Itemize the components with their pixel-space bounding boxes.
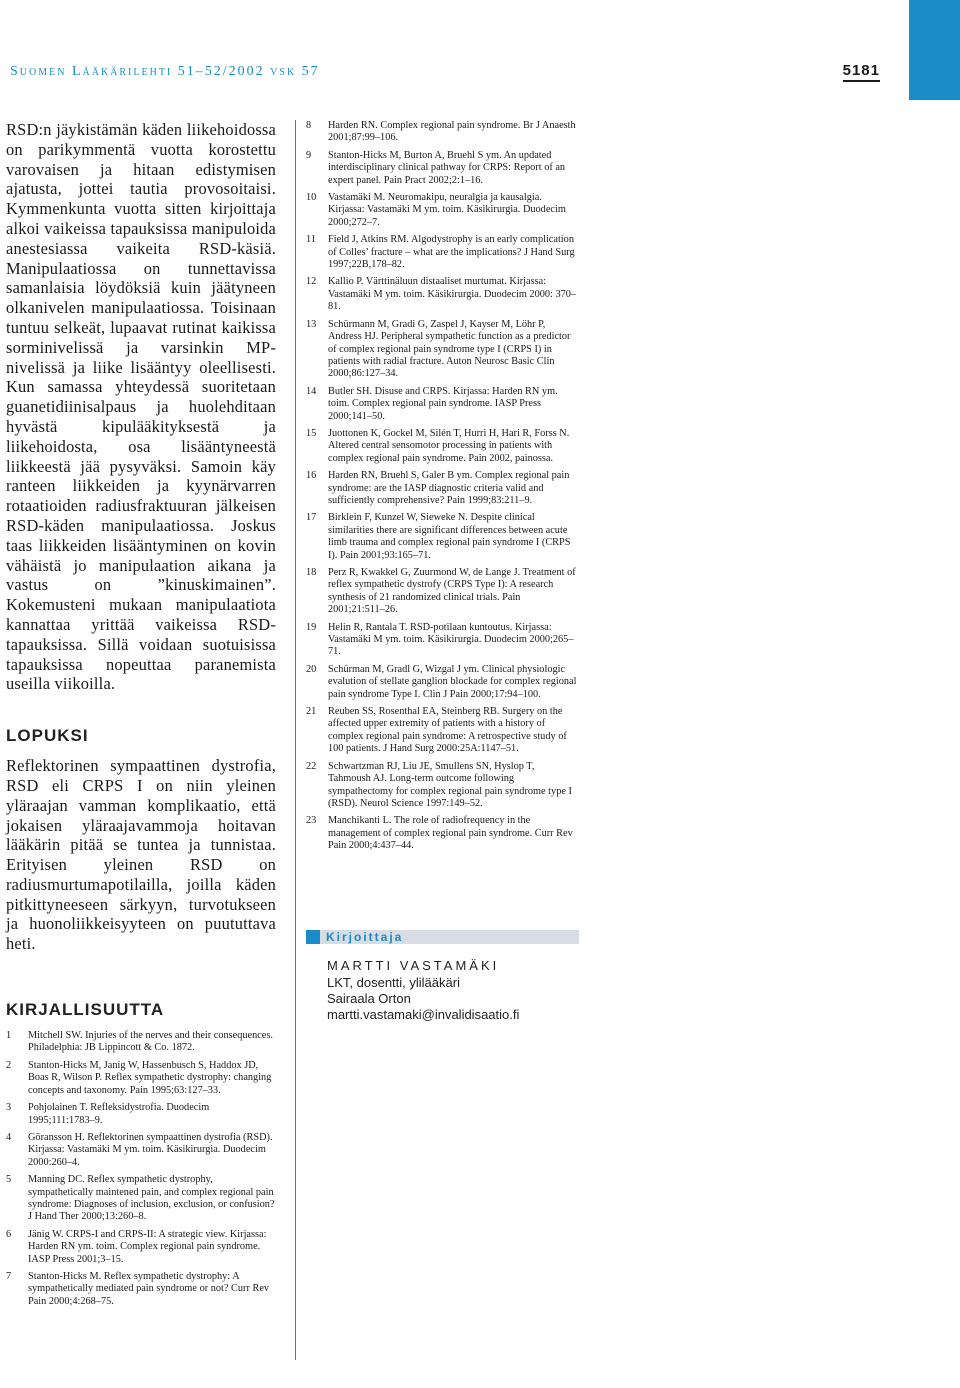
reference-item [306, 428, 578, 465]
reference-item [306, 664, 578, 701]
reference-number: 20 [306, 663, 317, 675]
reference-number: 6 [6, 1228, 12, 1240]
reference-number: 8 [306, 120, 312, 131]
reference-item [6, 1132, 276, 1169]
reference-text: Reuben SS, Rosenthal EA, Steinberg RB. Surgery on the affected upper extremity of patients with a history of complex regional pain syndrome: A retrospective study of 100 patients. J Hand Surg 2000:25A:1147–51. [328, 706, 567, 755]
reference-number: 2 [6, 1059, 12, 1071]
reference-text: Stanton-Hicks M, Janig W, Hassenbusch S, Haddox JD, Boas R, Wilson P. Reflex sympathetic dystrophy: changing concepts and taxonomy. Pain 1995;63:127–33. [28, 1059, 272, 1096]
page-number: 5181 [843, 62, 880, 82]
reference-text: Manning DC. Reflex sympathetic dystrophy, sympathetically maintened pain, and complex regional pain syndrome: Diagnoses of inclusion, exclusion, or confusion? J Hand Ther 2000;13:260–8. [28, 1174, 275, 1223]
reference-text: Schürman M, Gradl G, Wizgal J ym. Clinical physiologic evalution of stellate ganglion blockade for complex regional pain syndrome Type I. Clin J Pain 2000;17:94–100. [328, 663, 577, 700]
reference-item [306, 622, 578, 659]
reference-item [6, 1030, 276, 1055]
reference-number: 13 [306, 318, 317, 330]
reference-number: 23 [306, 815, 317, 827]
reference-text: Göransson H. Reflektorinen sympaattinen dystrofia (RSD). Kirjassa: Vastamäki M ym. toim. Käsikirurgia. Duodecim 2000:260–4. [28, 1131, 273, 1168]
reference-text: Pohjolainen T. Refleksidystrofia. Duodecim 1995;111:1783–9. [28, 1102, 210, 1126]
reference-number: 12 [306, 276, 317, 288]
reference-item [306, 706, 578, 756]
reference-item [306, 192, 578, 229]
reference-text: Mitchell SW. Injuries of the nerves and their consequences. Philadelphia: JB Lippincott & Co. 1872. [28, 1030, 273, 1054]
author-title: LKT, dosentti, ylilääkäri [327, 975, 460, 990]
reference-item [306, 386, 578, 423]
reference-item [6, 1174, 276, 1224]
reference-item [306, 761, 578, 811]
reference-number: 19 [306, 621, 317, 633]
reference-text: Butler SH. Disuse and CRPS. Kirjassa: Harden RN ym. toim. Complex regional pain syndrome. IASP Press 2000;141–50. [328, 385, 558, 422]
reference-number: 22 [306, 760, 317, 772]
references-list-right [306, 120, 578, 853]
reference-text: Vastamäki M. Neuromakipu, neuralgia ja kausalgia. Kirjassa: Vastamäki M ym. toim. Käsikirurgia. Duodecim 2000;272–7. [328, 192, 566, 228]
conclusion-heading: LOPUKSI [6, 726, 89, 746]
reference-text: Manchikanti L. The role of radiofrequency in the management of complex regional pain syndrome. Curr Rev Pain 2000;4:437–44. [328, 815, 573, 852]
reference-item [306, 120, 578, 145]
reference-number: 14 [306, 385, 317, 397]
reference-text: Stanton-Hicks M. Reflex sympathetic dystrophy: A sympathetically mediated pain syndrome or not? Curr Rev Pain 2000;4:268–75. [28, 1270, 270, 1307]
reference-text: Helin R, Rantala T. RSD-potilaan kuntoutus. Kirjassa: Vastamäki M ym. toim. Käsikirurgia. Duodecim 2000;265–71. [328, 621, 574, 658]
reference-item [6, 1102, 276, 1127]
corner-color-tab [909, 0, 960, 100]
reference-number: 9 [306, 149, 312, 161]
body-paragraph: RSD:n jäykistämän käden liikehoidossa on parikymmentä vuotta korostettu varovaisen ja hitaan edistymisen ajatusta, jottei tautia provosoitaisi. Kymmenkunta vuotta sitten kirjoittaja alkoi vaikeissa tapauksissa manipuloida anestesiassa vaikeita RSD-käsiä. Manipulaatiossa on tunnettavissa samanlaisia löydöksiä kuin jäätyneen olkanivelen manipulaatiossa. Toisinaan tuntuu selkeät, lupaavat rutinat kaikissa sorminivelissä ja varsinkin MP-nivelissä ja liike lisääntyy oleellisesti. Kun samassa yhteydessä suoritetaan guanetidiinisalpaus ja huolehditaan hyvästä kipulääkityksestä ja liikehoidosta, osa lisääntyneestä liikkeestä jää pysyväksi. Samoin käy ranteen liikkeiden ja kyynärvarren rotaatioiden radiusfraktuuran jälkeisen RSD-käden manipulaatiossa. Joskus taas liikkeiden lisääntyminen on kovin vähäistä jo manipulaation aikana ja vastus on ”kinuskimainen”. Kokemusteni mukaan manipulaatiota kannattaa yrittää vaikeissa RSD-tapauksissa. Sillä voidaan suotuisissa tapauksissa nopeuttaa paranemista useilla viikoilla. [6, 120, 276, 694]
page-header [10, 64, 880, 86]
reference-number: 3 [6, 1102, 12, 1114]
reference-item [306, 815, 578, 852]
reference-text: Field J, Atkins RM. Algodystrophy is an early complication of Colles’ fracture – what are the implications? J Hand Surg 1997;22B,178–82. [328, 234, 575, 271]
journal-title: Suomen Lääkärilehti 51–52/2002 vsk 57 [10, 64, 320, 79]
author-bar [306, 930, 579, 944]
reference-item [6, 1229, 276, 1266]
reference-text: Birklein F, Kunzel W, Sieweke N. Despite clinical similarities there are significant differences between acute limb trauma and complex regional pain syndrome I (CRPS I). Pain 2001;93:165–71. [328, 512, 571, 561]
reference-item [6, 1060, 276, 1097]
reference-item [306, 567, 578, 617]
reference-text: Harden RN. Complex regional pain syndrome. Br J Anaesth 2001;87:99–106. [328, 120, 576, 144]
reference-item [306, 276, 578, 313]
reference-item [6, 1271, 276, 1308]
reference-text: Perz R, Kwakkel G, Zuurmond W, de Lange J. Treatment of reflex sympathetic dystrofy (CRPS Type I): A research synthesis of 21 randomized clinical trials. Pain 2001;21:511–26. [328, 567, 576, 616]
reference-item [306, 234, 578, 271]
reference-text: Harden RN, Bruehl S, Galer B ym. Complex regional pain syndrome: are the IASP diagnostic criteria valid and sufficiently comprehensive? Pain 1999;83:211–9. [328, 470, 570, 506]
references-heading: KIRJALLISUUTTA [6, 1000, 165, 1020]
reference-text: Stanton-Hicks M, Burton A, Bruehl S ym. An updated interdisciplinary clinical pathway for CRPS: Report of an expert panel. Pain Pract 2002;2:1–16. [328, 149, 566, 186]
reference-number: 18 [306, 567, 317, 578]
reference-number: 7 [6, 1270, 12, 1282]
reference-number: 4 [6, 1131, 12, 1143]
author-email: martti.vastamaki@invalidisaatio.fi [327, 1007, 520, 1022]
reference-text: Juottonen K, Gockel M, Silén T, Hurri H, Hari R, Forss N. Altered central sensomotor processing in patients with complex regional pain syndrome. Pain 2002, painossa. [328, 427, 570, 464]
reference-item [306, 319, 578, 381]
right-column [306, 120, 578, 858]
author-affiliation: Sairaala Orton [327, 991, 411, 1006]
reference-number: 11 [306, 234, 316, 246]
reference-number: 21 [306, 706, 317, 718]
conclusion-paragraph: Reflektorinen sympaattinen dystrofia, RSD eli CRPS I on niin yleinen yläraajan vamman komplikaatio, että jokaisen yläraajavammoja hoitavan lääkärin pitää se tuntea ja tunnistaa. Erityisen yleinen RSD on radiusmurtumapotilailla, joilla käden pitkittyneeseen särkyyn, turvotukseen ja huonoliikkeisyyteen on puututtava heti. [6, 756, 276, 954]
reference-number: 10 [306, 192, 317, 204]
reference-text: Kallio P. Värttinäluun distaaliset murtumat. Kirjassa: Vastamäki M ym. toim. Käsikirurgia. Duodecim 2000: 370–81. [328, 276, 577, 313]
left-column [6, 120, 276, 1313]
reference-number: 5 [6, 1174, 12, 1186]
references-list-left [6, 1030, 276, 1308]
author-marker-square [306, 930, 320, 944]
reference-item [306, 470, 578, 507]
reference-number: 17 [306, 512, 317, 524]
reference-item [306, 150, 578, 187]
column-divider [295, 120, 296, 1360]
reference-number: 15 [306, 427, 317, 439]
reference-number: 1 [6, 1030, 12, 1042]
author-info [327, 958, 519, 1023]
reference-text: Jänig W. CRPS-I and CRPS-II: A strategic view. Kirjassa: Harden RN ym. toim. Complex regional pain syndrome. IASP Press 2001;3–15. [28, 1228, 267, 1265]
reference-item [306, 512, 578, 562]
reference-text: Schürmann M, Gradi G, Zaspel J, Kayser M, Löhr P, Andress HJ. Peripheral sympathetic function as a predictor of complex regional pain syndrome type I (CRPS I) in patients with radial fracture. Auton Neurosc Basic Clin 2000;86:127–34. [328, 318, 571, 380]
reference-number: 16 [306, 470, 317, 482]
author-label: Kirjoittaja [326, 930, 404, 944]
reference-text: Schwartzman RJ, Liu JE, Smullens SN, Hyslop T, Tahmoush AJ. Long-term outcome following sympathectomy for complex regional pain syndrome type I (RSD). Neurol Science 1997:149–52. [328, 760, 572, 809]
author-name: MARTTI VASTAMÄKI [327, 958, 500, 973]
